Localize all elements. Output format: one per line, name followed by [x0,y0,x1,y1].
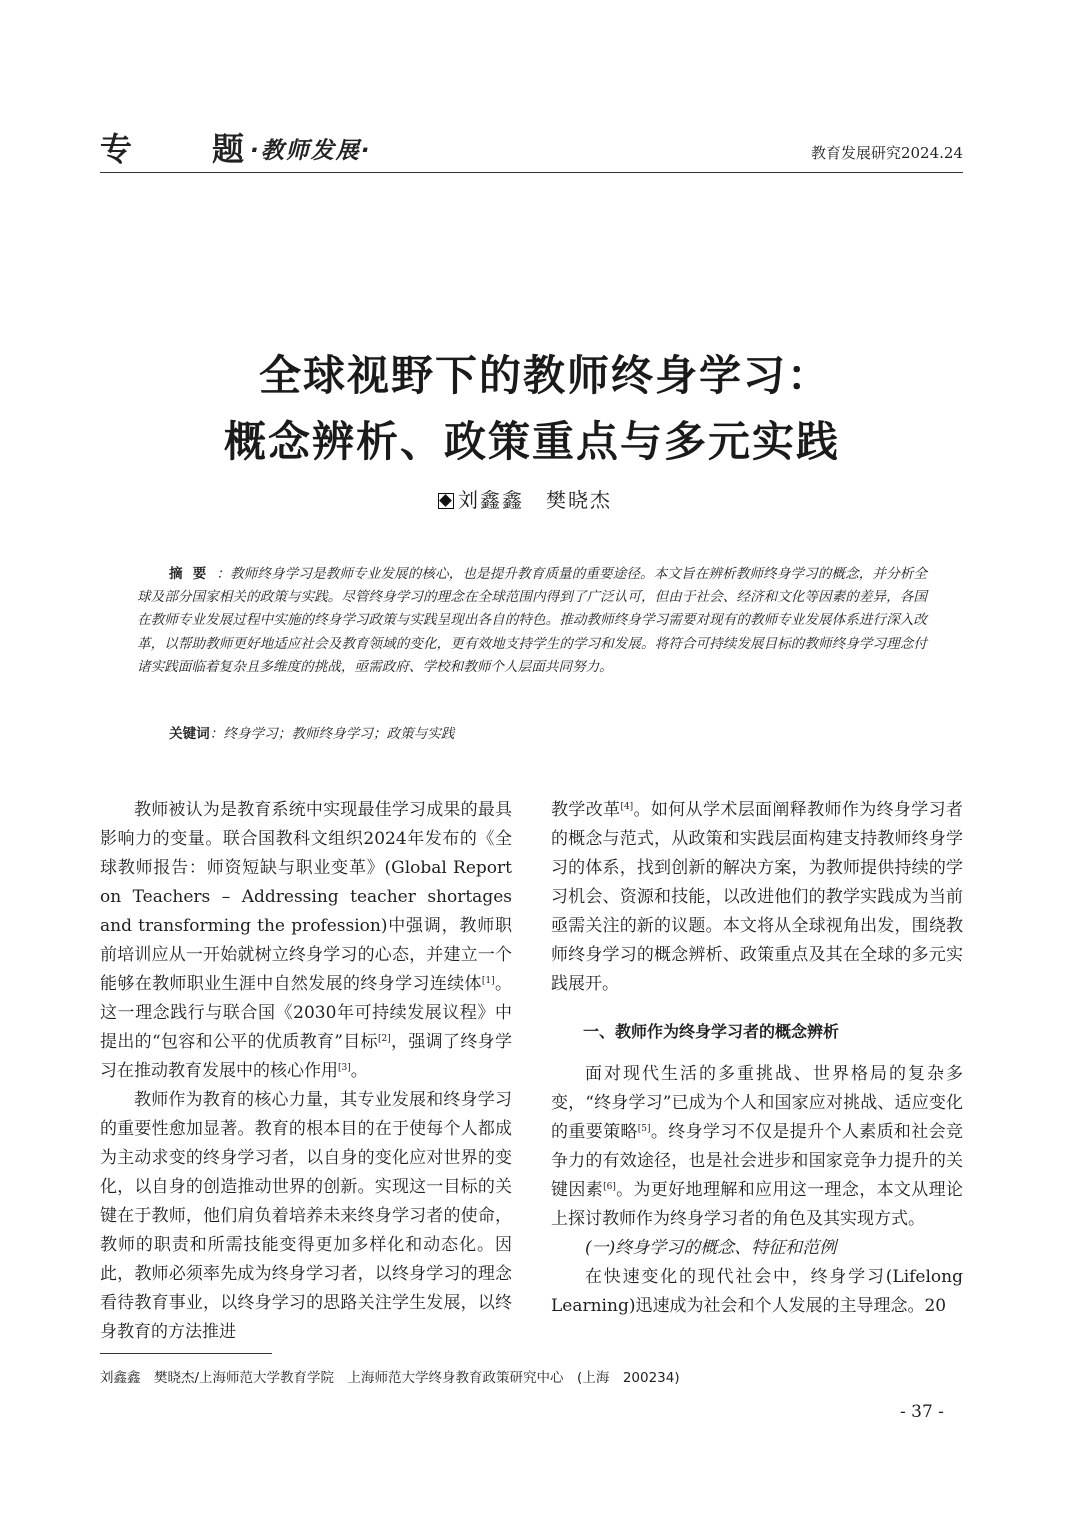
page-number: - 37 - [900,1402,944,1422]
author-names: 刘鑫鑫 樊晓杰 [458,488,612,512]
citation-ref: [2] [377,1034,391,1044]
abstract-label: 摘要 [169,566,217,582]
paragraph: 教师作为教育的核心力量，其专业发展和终身学习的重要性愈加显著。教育的根本目的在于使每个人都成为主动求变的终身学习者，以自身的变化应对世界的变化，以自身的创造推动世界的创新。实现这一目标的关键在于教师，他们肩负着培养未来终身学习者的使命，教师的职责和所需技能变得更加多样化和动态化。因此，教师必须率先成为终身学习者，以终身学习的理念看待教育事业，以终身学习的思路关注学生发展，以终身教育的方法推进 [100,1090,512,1342]
subsection-heading: (一)终身学习的概念、特征和范例 [585,1238,837,1258]
section-char-2: 题 [212,130,245,168]
keywords-text: ：终身学习；教师终身学习；政策与实践 [209,726,455,742]
diamond-icon [438,493,454,509]
paragraph: 教师被认为是教育系统中实现最佳学习成果的最具影响力的变量。联合国教科文组织2024年发布的《全球教师报告：师资短缺与职业变革》(Global Report on Teachers – Addressing teacher shortages and transforming the profession)中强调，教师职前培训应从一开始就树立终身学习的心态，并建立一个能够在教师职业生涯中自然发展的终身学习连续体[1]。这一理念践行与联合国《2030年可持续发展议程》中提出的“包容和公平的优质教育”目标[2]，强调了终身学习在推动教育发展中的核心作用[3]。 [100,800,512,1081]
right-column [551,796,963,1321]
citation-ref: [4] [620,802,634,812]
keywords [169,722,454,742]
author-affiliation-footnote: 刘鑫鑫 樊晓杰/上海师范大学教育学院 上海师范大学终身教育政策研究中心 (上海 200234) [100,1370,680,1386]
section-char-1: 专 [100,130,133,168]
paragraph: 面对现代生活的多重挑战、世界格局的复杂多变，“终身学习”已成为个人和国家应对挑战、适应变化的重要策略[5]。终身学习不仅是提升个人素质和社会竞争力的有效途径，也是社会进步和国家竞争力提升的关键因素[6]。为更好地理解和应用这一理念，本文从理论上探讨教师作为终身学习者的角色及其实现方式。 [551,1064,964,1229]
section-subtitle: ·教师发展· [250,138,372,164]
abstract [137,563,927,679]
keywords-label: 关键词 [169,726,210,742]
header-divider [100,172,963,173]
journal-issue: 教育发展研究2024.24 [810,144,963,162]
left-column [100,796,512,1347]
citation-ref: [5] [637,1124,651,1134]
article-title-line-1: 全球视野下的教师终身学习： [258,351,831,400]
section-heading: 一、教师作为终身学习者的概念辨析 [583,1022,840,1041]
footnote-divider [100,1353,272,1354]
citation-ref: [1] [481,976,495,986]
authors [438,484,612,513]
paragraph: 教学改革[4]。如何从学术层面阐释教师作为终身学习者的概念与范式，从政策和实践层面构建支持教师终身学习的体系，找到创新的解决方案，为教师提供持续的学习机会、资源和技能，以改进他们的教学实践成为当前亟需关注的新的议题。本文将从全球视角出发，围绕教师终身学习的概念辨析、政策重点及其在全球的多元实践展开。 [551,800,964,994]
paragraph: 在快速变化的现代社会中，终身学习(Lifelong Learning)迅速成为社会和个人发展的主导理念。20 [551,1267,963,1316]
abstract-text: ：教师终身学习是教师专业发展的核心，也是提升教育质量的重要途径。本文旨在辨析教师终身学习的概念，并分析全球及部分国家相关的政策与实践。尽管终身学习的理念在全球范围内得到了广泛认可，但由于社会、经济和文化等因素的差异，各国在教师专业发展过程中实施的终身学习政策与实践呈现出各自的特色。推动教师终身学习需要对现有的教师专业发展体系进行深入改革，以帮助教师更好地适应社会及教育领域的变化，更有效地支持学生的学习和发展。将符合可持续发展目标的教师终身学习理念付诸实践面临着复杂且多维度的挑战，亟需政府、学校和教师个人层面共同努力。 [137,566,928,675]
article-title-line-2: 概念辨析、政策重点与多元实践 [223,417,840,466]
citation-ref: [3] [338,1063,351,1073]
citation-ref: [6] [603,1182,616,1192]
